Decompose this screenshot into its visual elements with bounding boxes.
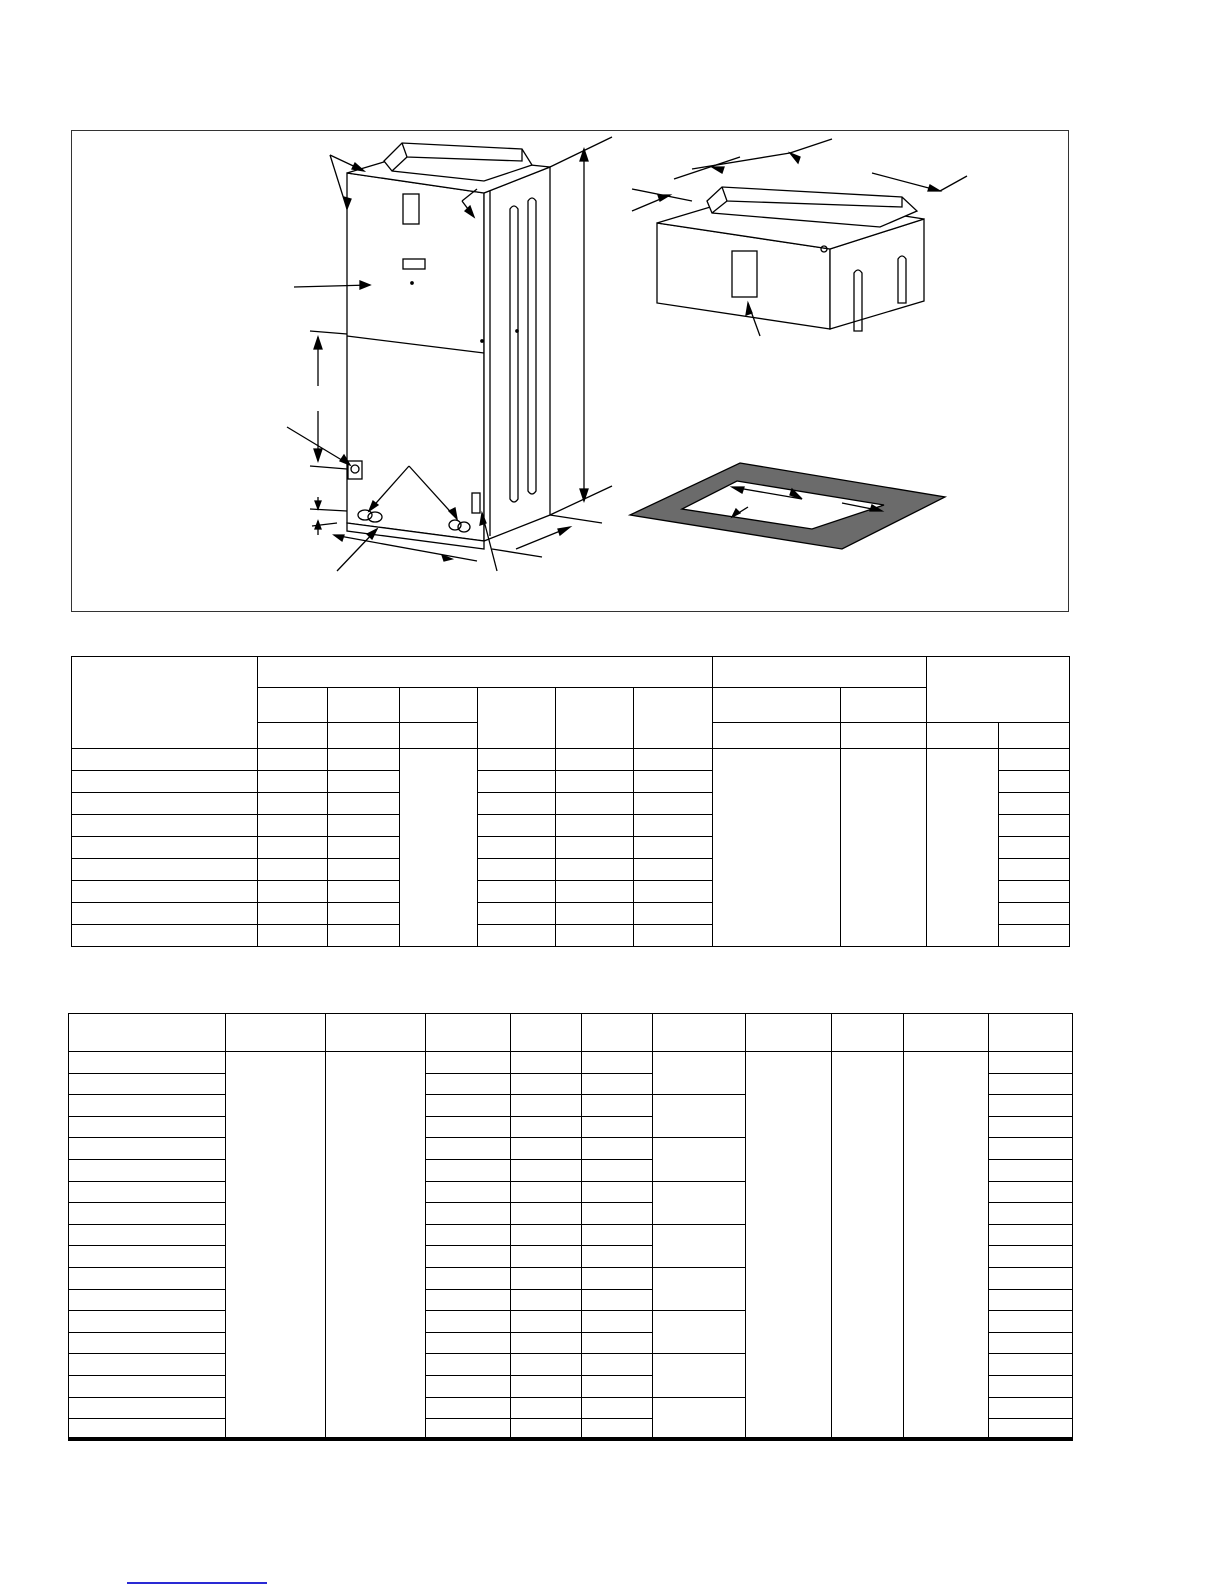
air-handler-dimension-drawing xyxy=(72,131,1070,613)
footer-link-underline[interactable] xyxy=(127,1582,267,1584)
table1-header-cell xyxy=(478,688,556,749)
table1-header-cell xyxy=(841,688,927,723)
table1-header-unit xyxy=(927,723,999,749)
table1-header-unit-dimensions xyxy=(258,657,713,688)
table1-header-cell xyxy=(713,688,841,723)
table2-header-cell xyxy=(904,1014,989,1052)
table1-header-cell xyxy=(258,688,328,723)
table1-header-unit xyxy=(400,723,478,749)
table1-header-cell xyxy=(328,688,400,723)
table1-header-opening xyxy=(713,657,927,688)
table2-header-cell xyxy=(226,1014,326,1052)
table1-header-unit xyxy=(841,723,927,749)
table2-header-cell xyxy=(746,1014,832,1052)
upright-air-handler-view xyxy=(287,137,612,571)
table2-header-cell xyxy=(582,1014,653,1052)
table1-header-model xyxy=(72,657,258,749)
table2-header-cell xyxy=(326,1014,426,1052)
table1-header-unit xyxy=(713,723,841,749)
unit-top-view xyxy=(632,139,967,336)
table1-header-cell xyxy=(400,688,478,723)
table2-bottom-rule xyxy=(68,1437,1072,1440)
dimension-drawing-frame xyxy=(71,130,1069,612)
table1-header-unit xyxy=(999,723,1070,749)
table-row xyxy=(72,749,1070,771)
table2-header-cell xyxy=(426,1014,511,1052)
table1-header-cell xyxy=(556,688,634,749)
table2-header-cell xyxy=(69,1014,226,1052)
table1-header-cell xyxy=(634,688,713,749)
dimensions-table xyxy=(71,656,1070,947)
table1-header-weight xyxy=(927,657,1070,723)
table2-header-row xyxy=(69,1014,1073,1052)
table1-header-unit xyxy=(258,723,328,749)
table1-header-unit xyxy=(328,723,400,749)
table2-header-cell xyxy=(653,1014,746,1052)
table2-header-cell xyxy=(989,1014,1073,1052)
specifications-table xyxy=(68,1013,1073,1441)
table-row xyxy=(69,1052,1073,1074)
return-opening-gasket xyxy=(630,463,945,549)
table2-header-cell xyxy=(511,1014,582,1052)
table2-header-cell xyxy=(832,1014,904,1052)
